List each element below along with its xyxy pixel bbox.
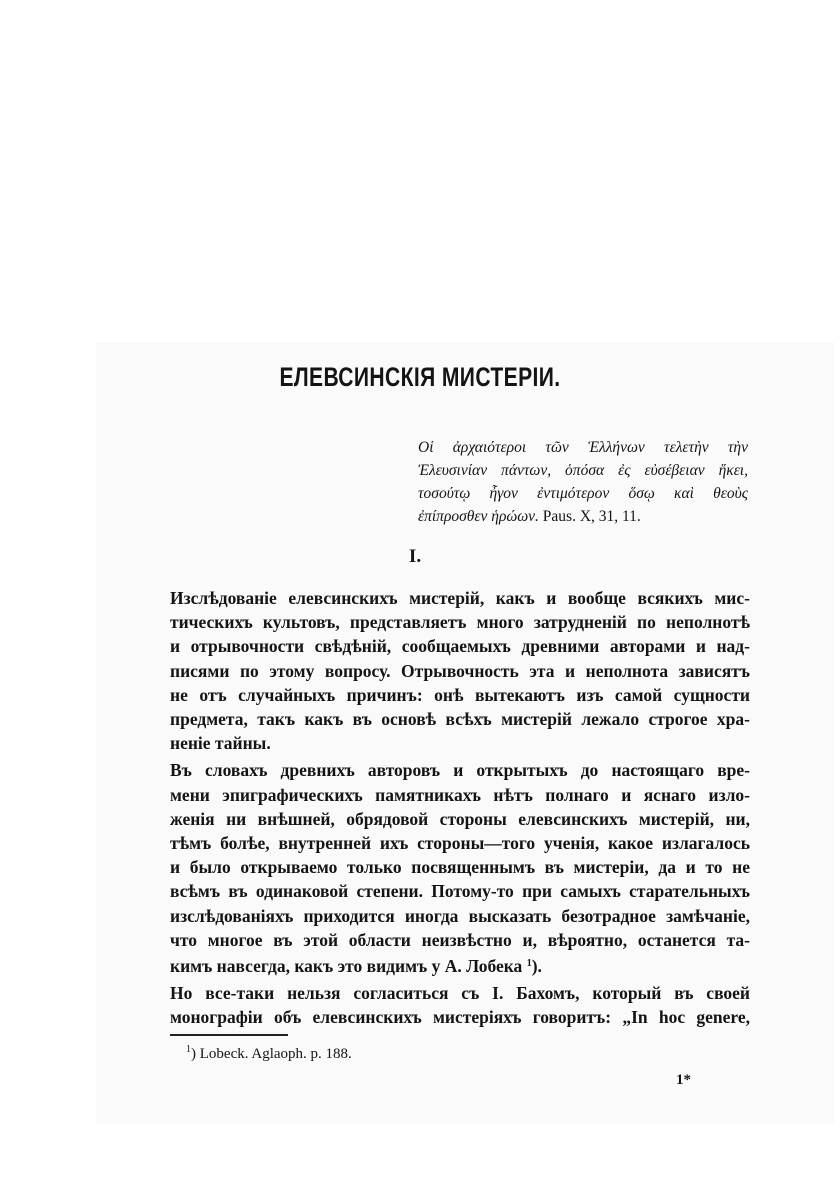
- text-line: и было открываемо только посвященнымъ въ мистеріи, да и то не: [170, 857, 750, 878]
- text-line: Въ словахъ древнихъ авторовъ и открытыхъ до настоящаго вре-: [170, 760, 750, 781]
- epigraph-line: Ἐλευσινίαν πάντων, ὁπόσα ἐς εὐσέβειαν ἥκει,: [418, 462, 748, 479]
- text-line: тѣмъ болѣе, внутренней ихъ стороны—того ученія, какое излагалось: [170, 833, 750, 854]
- epigraph-line: τοσούτῳ ἦγον ἐντιμότερον ὅσῳ καὶ θεοὺς: [418, 485, 748, 502]
- body-text: [170, 586, 750, 1033]
- footnote-text: ) Lobeck. Aglaoph. p. 188.: [191, 1046, 352, 1062]
- footnote-marker: 1: [186, 1044, 191, 1055]
- text-line: тическихъ культовъ, представляетъ много затрудненій по неполнотѣ: [170, 612, 750, 633]
- text-line: Но все-таки нельзя согласиться съ І. Бахомъ, который въ своей: [170, 983, 750, 1004]
- text-line: монографіи объ елевсинскихъ мистеріяхъ говоритъ: „In hoc genere,: [170, 1007, 750, 1028]
- text-line: что многое въ этой области неизвѣстно и, вѣроятно, останется та-: [170, 929, 750, 950]
- chapter-title: ЕЛЕВСИНСКІЯ МИСТЕРІИ.: [279, 362, 561, 392]
- paragraph-3: [170, 981, 750, 1029]
- text-line: предмета, такъ какъ въ основѣ всѣхъ мистерій лежало строгое хра-: [170, 709, 750, 730]
- epigraph-line: ἐπίπροσθεν ἡρώων.: [418, 508, 539, 525]
- footnote: [186, 1044, 586, 1063]
- text-line: кимъ навсегда, какъ это видимъ у А. Лобека: [170, 956, 523, 977]
- epigraph-source: Paus. X, 31, 11.: [542, 508, 641, 525]
- footnote-ref: 1: [526, 958, 532, 970]
- text-line: мени эпиграфическихъ памятникахъ нѣтъ полнаго и яснаго изло-: [170, 784, 750, 805]
- text-tail: ).: [531, 956, 542, 977]
- text-line: и отрывочности свѣдѣній, сообщаемыхъ древними авторами и над-: [170, 636, 750, 657]
- paragraph-2: [170, 758, 750, 978]
- text-line: неніе тайны.: [170, 733, 271, 754]
- footnote-rule: [170, 1034, 288, 1036]
- page-number: 1*: [676, 1072, 691, 1088]
- epigraph-line: Οἱ ἀρχαιότεροι τῶν Ἑλλήνων τελετὴν τὴν: [418, 439, 748, 456]
- text-line: женія ни внѣшней, обрядовой стороны елевсинскихъ мистерій, ни,: [170, 808, 750, 829]
- epigraph-last-line: [418, 505, 748, 528]
- section-number: I.: [408, 546, 422, 567]
- text-line: изслѣдованіяхъ приходится иногда высказать безотрадное замѣчаніе,: [170, 905, 750, 926]
- text-line: не отъ случайныхъ причинъ: онѣ вытекаютъ изъ самой сущности: [170, 684, 750, 705]
- text-line-last: [170, 952, 750, 978]
- text-line: писями по этому вопросу. Отрывочность эта и неполнота зависятъ: [170, 660, 750, 681]
- epigraph: [418, 436, 748, 528]
- text-line: Изслѣдованіе елевсинскихъ мистерій, какъ и вообще всякихъ мис-: [170, 588, 750, 608]
- text-line: всѣмъ въ одинаковой степени. Потому-то при самыхъ старательныхъ: [170, 881, 750, 902]
- paragraph-1: [170, 586, 750, 755]
